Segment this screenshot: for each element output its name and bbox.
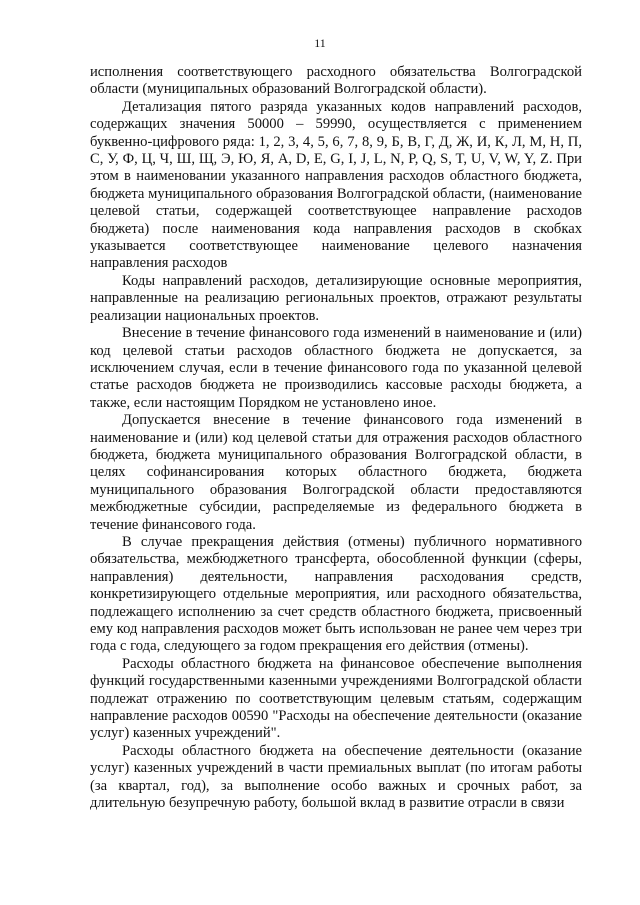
paragraph-termination: В случае прекращения действия (отмены) публичного нормативного обязательства, межбюджетного трансферта, обособленной функции (сферы, направления) деятельности, направления расходования средств, конкретизирующего отдельные мероприятия, или расходного обязательства, подлежащего исполнению за счет средств областного бюджета, присвоенный ему код направления расходов может быть использован не ранее чем через три года с года, следующего за годом прекращения его действия (отмены). [90,533,582,655]
paragraph-changes-prohibited: Внесение в течение финансового года изменений в наименование и (или) код целевой статьи расходов областного бюджета не допускается, за исключением случая, если в течение финансового года по указанной целевой статье расходов бюджета не производились кассовые расходы бюджета, а также, если настоящим Порядком не установлено иное. [90,325,582,411]
paragraph-state-institutions: Расходы областного бюджета на финансовое обеспечение выполнения функций государственными казенными учреждениями Волгоградской области подлежат отражению по соответствующим целевым статьям, содержащим направление расходов 00590 "Расходы на обеспечение деятельности (оказание услуг) казенных учреждений". [90,655,582,742]
paragraph-code-detailing: Детализация пятого разряда указанных кодов направлений расходов, содержащих значения 50000 – 59990, осуществляется с применением буквенно-цифрового ряда: 1, 2, 3, 4, 5, 6, 7, 8, 9, Б, В, Г, Д, Ж, И, К, Л, М, Н, П, С, У, Ф, Ц, Ч, Ш, Щ, Э, Ю, Я, A, D, E, G, I, J, L, N, P, Q, S, T, U, V, W, Y, Z. При этом в наименовании указанного направления расходов областного бюджета, бюджета муниципального образования Волгоградской области, (наименование целевой статьи, содержащей соответствующее направление расходов бюджета) после наименования кода направления расходов в скобках указывается соответствующее наименование целевого назначения направления расходов [90,98,582,272]
document-body [90,64,582,812]
paragraph-bonus-payments: Расходы областного бюджета на обеспечение деятельности (оказание услуг) казенных учреждений в части премиальных выплат (по итогам работы (за квартал, год), за выполнение особо важных и срочных работ, за длительную безупречную работу, большой вклад в развитие отрасли в связи [90,742,582,812]
paragraph-continuation: исполнения соответствующего расходного обязательства Волгоградской области (муниципальных образований Волгоградской области). [90,64,582,98]
paragraph-changes-allowed: Допускается внесение в течение финансового года изменений в наименование и (или) код целевой статьи для отражения расходов областного бюджета, бюджета муниципального образования Волгоградской области, в целях софинансирования которых областного бюджета, бюджета муниципального образования Волгоградской области предоставляются межбюджетные субсидии, распределяемые из федерального бюджета в течение финансового года. [90,412,582,533]
page-number: 11 [314,36,326,50]
paragraph-regional-projects: Коды направлений расходов, детализирующие основные мероприятия, направленные на реализацию региональных проектов, отражают результаты реализации национальных проектов. [90,272,582,324]
